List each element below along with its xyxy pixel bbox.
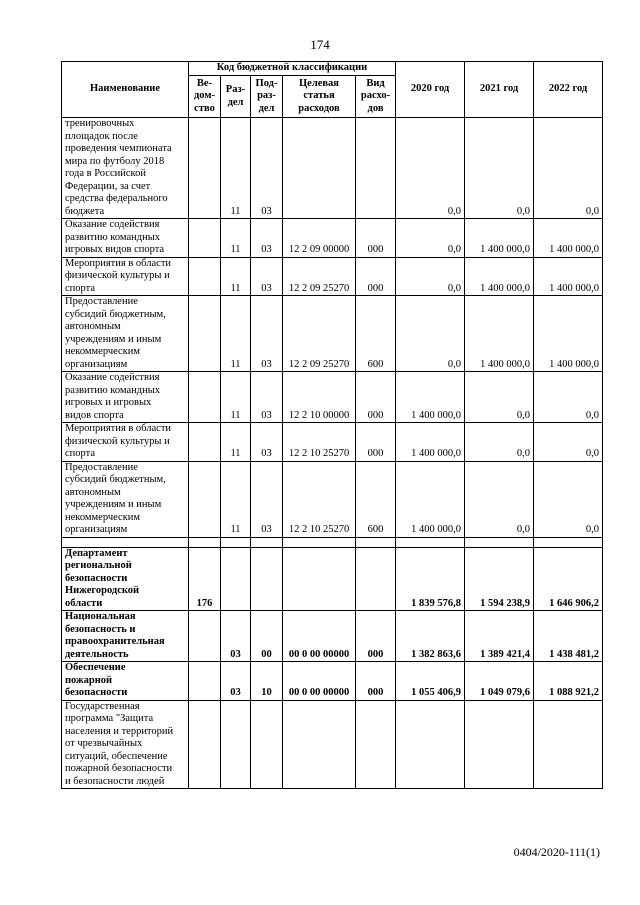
table-spacer-row bbox=[62, 537, 603, 547]
cell-2020: 1 839 576,8 bbox=[396, 547, 465, 611]
cell-2021: 0,0 bbox=[465, 118, 534, 219]
header-podrazdel: Под- раз- дел bbox=[251, 76, 283, 118]
cell-podrazdel: 03 bbox=[251, 461, 283, 537]
cell-razdel: 11 bbox=[221, 461, 251, 537]
cell-ved bbox=[189, 219, 221, 258]
header-2021: 2021 год bbox=[465, 62, 534, 118]
table-body bbox=[62, 118, 603, 789]
cell-csr: 12 2 09 25270 bbox=[283, 296, 356, 372]
spacer-cell bbox=[62, 537, 189, 547]
cell-ved bbox=[189, 257, 221, 296]
header-name: Наименование bbox=[62, 62, 189, 118]
spacer-cell bbox=[189, 537, 221, 547]
cell-podrazdel: 03 bbox=[251, 423, 283, 462]
cell-2021: 1 400 000,0 bbox=[465, 219, 534, 258]
cell-name: Государственная программа "Защита населения и территорий от чрезвычайных ситуаций, обеспечение пожарной безопасности и безопасности людей bbox=[62, 700, 189, 789]
cell-vr bbox=[356, 547, 396, 611]
cell-ved: 176 bbox=[189, 547, 221, 611]
header-razdel: Раз- дел bbox=[221, 76, 251, 118]
spacer-cell bbox=[356, 537, 396, 547]
cell-podrazdel bbox=[251, 547, 283, 611]
cell-2021: 1 400 000,0 bbox=[465, 257, 534, 296]
cell-ved bbox=[189, 372, 221, 423]
cell-name: Мероприятия в области физической культуры и спорта bbox=[62, 257, 189, 296]
cell-2020: 1 382 863,6 bbox=[396, 611, 465, 662]
cell-name: Предоставление субсидий бюджетным, автономным учреждениям и иным некоммерческим организациям bbox=[62, 461, 189, 537]
spacer-cell bbox=[396, 537, 465, 547]
cell-name: Оказание содействия развитию командных игровых и игровых видов спорта bbox=[62, 372, 189, 423]
cell-2022: 1 400 000,0 bbox=[534, 257, 603, 296]
cell-vr: 000 bbox=[356, 423, 396, 462]
cell-ved bbox=[189, 700, 221, 789]
cell-2020: 1 400 000,0 bbox=[396, 372, 465, 423]
table-row bbox=[62, 461, 603, 537]
table-row bbox=[62, 219, 603, 258]
cell-2022: 0,0 bbox=[534, 423, 603, 462]
cell-csr bbox=[283, 547, 356, 611]
cell-ved bbox=[189, 118, 221, 219]
cell-2022 bbox=[534, 700, 603, 789]
cell-2022: 0,0 bbox=[534, 461, 603, 537]
spacer-cell bbox=[283, 537, 356, 547]
cell-2020: 0,0 bbox=[396, 118, 465, 219]
spacer-cell bbox=[465, 537, 534, 547]
table-row bbox=[62, 547, 603, 611]
header-kbk-group: Код бюджетной классификации bbox=[189, 62, 396, 76]
cell-vr: 600 bbox=[356, 461, 396, 537]
cell-2020: 1 055 406,9 bbox=[396, 662, 465, 701]
cell-name: Национальная безопасность и правоохранительная деятельность bbox=[62, 611, 189, 662]
cell-2022: 1 400 000,0 bbox=[534, 296, 603, 372]
cell-2021: 0,0 bbox=[465, 372, 534, 423]
cell-name: тренировочных площадок после проведения чемпионата мира по футболу 2018 года в Российской Федерации, за счет средства федерального бюджета bbox=[62, 118, 189, 219]
cell-ved bbox=[189, 461, 221, 537]
cell-razdel: 03 bbox=[221, 611, 251, 662]
table-row bbox=[62, 296, 603, 372]
cell-vr: 000 bbox=[356, 662, 396, 701]
cell-vr: 000 bbox=[356, 257, 396, 296]
cell-name: Департамент региональной безопасности Нижегородской области bbox=[62, 547, 189, 611]
cell-2021: 0,0 bbox=[465, 423, 534, 462]
header-ved: Ве- дом- ство bbox=[189, 76, 221, 118]
cell-razdel: 11 bbox=[221, 257, 251, 296]
cell-ved bbox=[189, 611, 221, 662]
cell-2021: 1 594 238,9 bbox=[465, 547, 534, 611]
cell-csr: 12 2 10 25270 bbox=[283, 461, 356, 537]
cell-2022: 0,0 bbox=[534, 118, 603, 219]
cell-2020: 0,0 bbox=[396, 296, 465, 372]
table-row bbox=[62, 423, 603, 462]
cell-2021 bbox=[465, 700, 534, 789]
cell-podrazdel: 00 bbox=[251, 611, 283, 662]
cell-podrazdel: 03 bbox=[251, 257, 283, 296]
cell-razdel: 11 bbox=[221, 219, 251, 258]
cell-vr: 600 bbox=[356, 296, 396, 372]
cell-razdel: 11 bbox=[221, 118, 251, 219]
cell-razdel bbox=[221, 547, 251, 611]
cell-name: Предоставление субсидий бюджетным, автономным учреждениям и иным некоммерческим организациям bbox=[62, 296, 189, 372]
cell-2020: 1 400 000,0 bbox=[396, 461, 465, 537]
cell-2020: 1 400 000,0 bbox=[396, 423, 465, 462]
cell-ved bbox=[189, 296, 221, 372]
cell-2021: 0,0 bbox=[465, 461, 534, 537]
cell-name: Обеспечение пожарной безопасности bbox=[62, 662, 189, 701]
table-row bbox=[62, 257, 603, 296]
cell-csr: 12 2 09 00000 bbox=[283, 219, 356, 258]
table-row bbox=[62, 700, 603, 789]
spacer-cell bbox=[221, 537, 251, 547]
cell-podrazdel bbox=[251, 700, 283, 789]
document-code: 0404/2020-111(1) bbox=[513, 845, 600, 859]
cell-2022: 1 438 481,2 bbox=[534, 611, 603, 662]
budget-table bbox=[61, 61, 603, 789]
cell-2022: 1 646 906,2 bbox=[534, 547, 603, 611]
cell-vr: 000 bbox=[356, 219, 396, 258]
cell-2022: 1 400 000,0 bbox=[534, 219, 603, 258]
table-row bbox=[62, 662, 603, 701]
cell-csr: 12 2 10 00000 bbox=[283, 372, 356, 423]
cell-vr: 000 bbox=[356, 611, 396, 662]
spacer-cell bbox=[534, 537, 603, 547]
header-csr: Целевая статья расходов bbox=[283, 76, 356, 118]
cell-csr: 00 0 00 00000 bbox=[283, 662, 356, 701]
cell-csr: 00 0 00 00000 bbox=[283, 611, 356, 662]
cell-csr: 12 2 10 25270 bbox=[283, 423, 356, 462]
cell-podrazdel: 10 bbox=[251, 662, 283, 701]
cell-razdel bbox=[221, 700, 251, 789]
cell-2021: 1 400 000,0 bbox=[465, 296, 534, 372]
cell-2021: 1 049 079,6 bbox=[465, 662, 534, 701]
cell-2020 bbox=[396, 700, 465, 789]
table-row bbox=[62, 372, 603, 423]
table-row bbox=[62, 611, 603, 662]
cell-ved bbox=[189, 662, 221, 701]
cell-csr bbox=[283, 118, 356, 219]
cell-podrazdel: 03 bbox=[251, 296, 283, 372]
cell-podrazdel: 03 bbox=[251, 219, 283, 258]
cell-2022: 0,0 bbox=[534, 372, 603, 423]
header-2020: 2020 год bbox=[396, 62, 465, 118]
page-number: 174 bbox=[310, 37, 330, 52]
cell-razdel: 03 bbox=[221, 662, 251, 701]
cell-podrazdel: 03 bbox=[251, 372, 283, 423]
cell-vr bbox=[356, 700, 396, 789]
cell-podrazdel: 03 bbox=[251, 118, 283, 219]
header-2022: 2022 год bbox=[534, 62, 603, 118]
cell-vr bbox=[356, 118, 396, 219]
cell-2021: 1 389 421,4 bbox=[465, 611, 534, 662]
spacer-cell bbox=[251, 537, 283, 547]
cell-name: Оказание содействия развитию командных игровых видов спорта bbox=[62, 219, 189, 258]
cell-csr: 12 2 09 25270 bbox=[283, 257, 356, 296]
table-row bbox=[62, 118, 603, 219]
header-vr: Вид расхо- дов bbox=[356, 76, 396, 118]
cell-vr: 000 bbox=[356, 372, 396, 423]
cell-csr bbox=[283, 700, 356, 789]
cell-ved bbox=[189, 423, 221, 462]
cell-razdel: 11 bbox=[221, 372, 251, 423]
cell-name: Мероприятия в области физической культуры и спорта bbox=[62, 423, 189, 462]
cell-razdel: 11 bbox=[221, 423, 251, 462]
cell-razdel: 11 bbox=[221, 296, 251, 372]
cell-2020: 0,0 bbox=[396, 219, 465, 258]
cell-2022: 1 088 921,2 bbox=[534, 662, 603, 701]
cell-2020: 0,0 bbox=[396, 257, 465, 296]
